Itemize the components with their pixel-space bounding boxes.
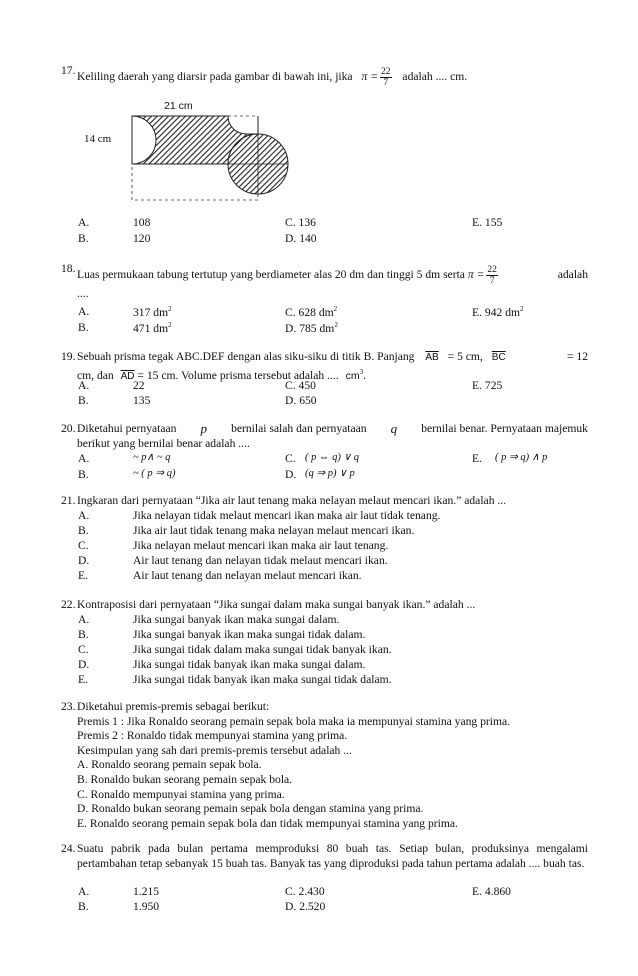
question-19: 19. Sebuah prisma tegak ABC.DEF dengan alas siku-siku di titik B. Panjang $\overline{AB} = 5$ cm, $\overline{BC}$ = 12 cm, dan $\overline{AD} = 15$ cm. Volume prisma tersebut adalah .... $cm^3$. [61, 350, 588, 382]
question-number: 23. [61, 700, 76, 713]
figure-label-height: 14 cm [84, 133, 112, 145]
option-b[interactable]: B. [78, 394, 89, 407]
shaded-region-figure [84, 100, 296, 209]
option-b[interactable]: B. Ronaldo bukan seorang pemain sepak bola. [77, 772, 293, 786]
text-ab-length: = 5 cm, [447, 350, 483, 363]
option-b[interactable]: B. [78, 321, 89, 334]
option-a[interactable]: A. [78, 509, 90, 522]
option-a-text: Jika sungai banyak ikan maka sungai dalam. [133, 613, 340, 626]
question-23 [61, 700, 588, 831]
question-number: 21. [61, 494, 76, 507]
figure-label-width: 21 cm [164, 100, 193, 112]
text-and: cm, dan [77, 368, 114, 382]
question-text: Ingkaran dari pernyataan “Jika air laut tenang maka nelayan melaut mencari ikan.” adalah ... [77, 494, 507, 507]
question-text: Keliling daerah yang diarsir pada gambar di bawah ini, jika [77, 70, 353, 83]
option-c-text: Jika nelayan melaut mencari ikan maka air laut tenang. [133, 539, 389, 552]
question-text: Suatu pabrik pada bulan pertama memproduksi 80 buah tas. Setiap bulan, produksinya mengalami pertambahan tetap sebanyak 15 buah tas. Banyak tas yang diproduksi pada tahun pertama adalah .... buah tas. [77, 842, 588, 870]
option-c-value: ( p ⇔ q) ∨ q [305, 452, 360, 463]
question-20 [61, 422, 588, 452]
option-b-value: 120 [133, 232, 151, 245]
text-bc-length: = 12 [566, 350, 588, 363]
option-b-value: 135 [133, 394, 151, 407]
question-text: Kontraposisi dari pernyataan “Jika sungai dalam maka sungai banyak ikan.” adalah ... [77, 598, 476, 611]
option-d-text: Jika sungai tidak banyak ikan maka sungai dalam. [133, 658, 366, 671]
pi-fraction: $\frac{22}{7}$ [487, 264, 497, 286]
question-text: Diketahui premis-premis sebagai berikut: [77, 700, 270, 713]
option-b-value: ~ ( p ⇒ q) [133, 468, 176, 479]
option-d[interactable]: D. 140 [285, 232, 317, 245]
option-a[interactable]: A. [78, 216, 90, 229]
segment-bc: $\overline{BC}$ [491, 352, 506, 363]
var-q: q [390, 421, 398, 436]
option-c[interactable]: C. 136 [285, 216, 316, 229]
option-a[interactable]: A. [78, 452, 90, 465]
option-a[interactable]: A. Ronaldo seorang pemain sepak bola. [77, 758, 262, 772]
question-24 [61, 842, 588, 871]
text-part-1: Diketahui pernyataan [77, 422, 177, 435]
question-ellipsis: .... [77, 287, 89, 300]
question-number: 20. [61, 422, 76, 435]
question-17 [61, 64, 588, 90]
option-a[interactable]: A. [78, 379, 90, 392]
option-b[interactable]: B. [78, 232, 89, 245]
option-d[interactable]: D. Ronaldo bukan seorang pemain sepak bola dengan stamina yang prima. [77, 802, 424, 816]
segment-ad: $\overline{AD}$ [120, 370, 135, 382]
question-text-end: adalah [557, 268, 588, 281]
question-number: 22. [61, 598, 76, 611]
option-d[interactable]: D. 785 $dm^2$ [285, 321, 338, 335]
option-a[interactable]: A. [78, 305, 90, 318]
option-a-value: ~ p∧ ~ q [133, 452, 171, 463]
question-21 [61, 494, 588, 509]
option-a-text: Jika nelayan tidak melaut mencari ikan maka air laut tidak tenang. [133, 509, 441, 522]
option-e[interactable]: E. 155 [472, 216, 503, 229]
option-d[interactable]: D. [78, 658, 90, 671]
question-number: 24. [61, 842, 76, 855]
option-a[interactable]: A. [78, 613, 90, 626]
question-number: 18. [61, 262, 76, 275]
option-a-value: 317 $dm^2$ [133, 305, 172, 319]
option-b[interactable]: B. [78, 468, 89, 481]
premise-2: Premis 2 : Ronaldo tidak mempunyai stamina yang prima. [77, 729, 348, 743]
option-d[interactable]: D. [285, 468, 297, 481]
option-b-value: 1.950 [133, 900, 160, 913]
option-d[interactable]: D. [78, 554, 90, 567]
option-c[interactable]: C. 628 $dm^2$ [285, 305, 338, 319]
option-a[interactable]: A. [78, 885, 90, 898]
unit-cm: cm [345, 369, 360, 382]
premise-1: Premis 1 : Jika Ronaldo seorang pemain sepak bola maka ia mempunyai stamina yang prima. [77, 714, 511, 728]
pi-symbol: π = [467, 268, 485, 281]
option-d-value: (q ⇒ p) ∨ p [305, 468, 355, 479]
option-b-value: 471 $dm^2$ [133, 321, 172, 335]
option-a-value: 22 [133, 379, 145, 392]
option-c[interactable]: C. 450 [285, 379, 316, 392]
pi-symbol: π = [361, 70, 379, 83]
pi-fraction: $\frac{22}{7}$ [381, 66, 391, 88]
option-c-text: Jika sungai tidak dalam maka sungai tidak banyak ikan. [133, 643, 392, 656]
option-b[interactable]: B. [78, 628, 89, 641]
option-e[interactable]: E. 725 [472, 379, 503, 392]
question-text: Sebuah prisma tegak ABC.DEF dengan alas siku-siku di titik B. Panjang [77, 350, 415, 363]
var-p: p [200, 421, 208, 436]
option-d[interactable]: D. 650 [285, 394, 317, 407]
question-text: Luas permukaan tabung tertutup yang berdiameter alas 20 dm dan tinggi 5 dm serta [77, 268, 465, 281]
option-c[interactable]: C. [285, 452, 296, 465]
option-c[interactable]: C. Ronaldo mempunyai stamina yang prima. [77, 787, 285, 801]
option-e[interactable]: E. 942 $dm^2$ [472, 305, 524, 319]
question-18 [61, 262, 588, 300]
segment-ab: $\overline{AB}$ [425, 352, 439, 363]
option-e[interactable]: E. [472, 452, 482, 465]
option-c[interactable]: C. [78, 539, 89, 552]
option-e[interactable]: E. [78, 569, 88, 582]
option-b[interactable]: B. [78, 524, 89, 537]
option-c[interactable]: C. 2.430 [285, 885, 325, 898]
option-a-value: 108 [133, 216, 151, 229]
question-text-end: adalah .... cm. [402, 70, 468, 83]
question-number: 17. [61, 64, 76, 77]
conclusion-prompt: Kesimpulan yang sah dari premis-premis tersebut adalah ... [77, 743, 352, 757]
option-d-text: Air laut tenang dan nelayan tidak melaut mencari ikan. [133, 554, 388, 567]
option-b[interactable]: B. [78, 900, 89, 913]
text-part-3: bernilai benar. Pernyataan majemuk [421, 422, 588, 435]
option-e-value: ( p ⇒ q) ∧ p [495, 452, 548, 463]
text-part-2: bernilai salah dan pernyataan [231, 422, 367, 435]
text-part-4: berikut yang bernilai benar adalah .... [77, 437, 250, 450]
option-b-text: Jika air laut tidak tenang maka nelayan melaut mencari ikan. [133, 524, 415, 537]
question-number: 19. [61, 350, 76, 363]
option-a-value: 1.215 [133, 885, 160, 898]
question-22 [61, 598, 588, 613]
option-d[interactable]: D. 2.520 [285, 900, 326, 913]
option-c[interactable]: C. [78, 643, 89, 656]
option-b-text: Jika sungai banyak ikan maka sungai tidak dalam. [133, 628, 366, 641]
option-e[interactable]: E. Ronaldo seorang pemain sepak bola dan tidak mempunyai stamina yang prima. [77, 816, 458, 830]
option-e[interactable]: E. 4.860 [472, 885, 511, 898]
option-e[interactable]: E. [78, 673, 88, 686]
option-e-text: Jika sungai tidak banyak ikan maka sungai tidak dalam. [133, 673, 392, 686]
text-volume: = 15 cm. Volume prisma tersebut adalah .... [137, 368, 339, 382]
option-e-text: Air laut tenang dan nelayan melaut mencari ikan. [133, 569, 362, 582]
